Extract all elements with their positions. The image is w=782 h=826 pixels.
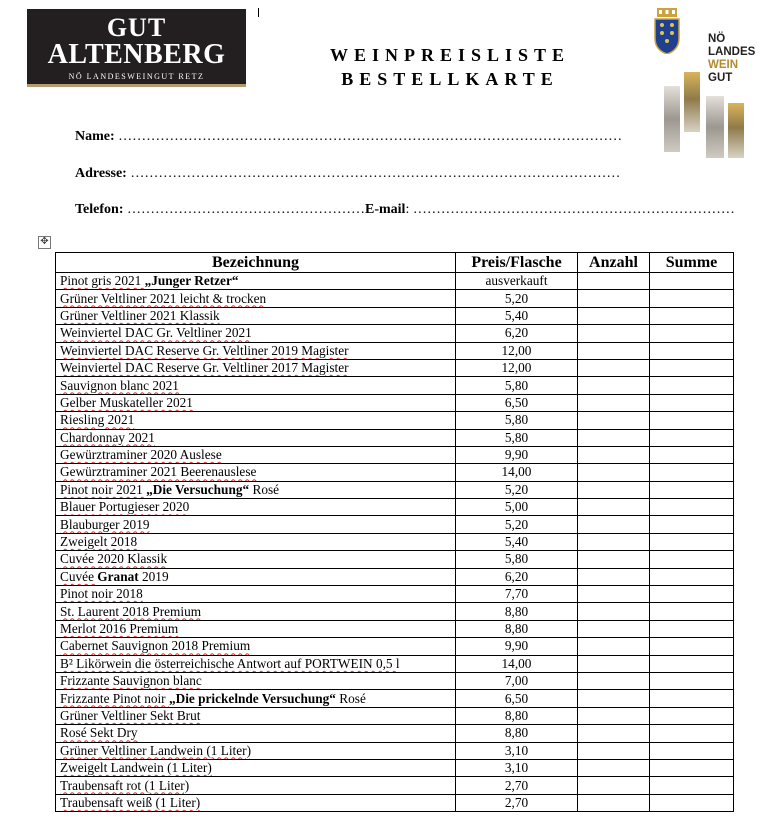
wine-name-cell bbox=[56, 742, 456, 759]
price-cell: 5,80 bbox=[456, 377, 578, 394]
table-row bbox=[56, 359, 734, 376]
email-label: E-mail bbox=[364, 202, 406, 217]
table-row bbox=[56, 325, 734, 342]
price-cell: 9,90 bbox=[456, 446, 578, 463]
table-row bbox=[56, 603, 734, 620]
wine-name: Frizzante Pinot noir bbox=[60, 690, 169, 706]
price-cell: 2,70 bbox=[456, 777, 578, 794]
wine-name: Frizzante Sauvignon blanc bbox=[60, 673, 202, 689]
logo-strip bbox=[728, 103, 744, 158]
name-field[interactable] bbox=[75, 129, 622, 145]
price-cell: 5,20 bbox=[456, 481, 578, 498]
wine-name-cell bbox=[56, 359, 456, 376]
header-bezeichnung: Bezeichnung bbox=[56, 253, 456, 273]
table-row bbox=[56, 794, 734, 811]
table-row bbox=[56, 499, 734, 516]
price-cell: 5,80 bbox=[456, 551, 578, 568]
wine-name: St. Laurent 2018 Premium bbox=[60, 603, 202, 619]
text-cursor bbox=[258, 8, 259, 17]
table-row bbox=[56, 290, 734, 307]
name-line: ……………………………………………………………………………………………… bbox=[118, 129, 623, 144]
quantity-cell[interactable] bbox=[578, 690, 650, 707]
quantity-cell[interactable] bbox=[578, 446, 650, 463]
price-cell: 6,50 bbox=[456, 394, 578, 411]
price-cell: 14,00 bbox=[456, 464, 578, 481]
table-header-row bbox=[56, 253, 734, 273]
wine-name-cell bbox=[56, 342, 456, 359]
wine-name-cell bbox=[56, 516, 456, 533]
email-colon: : bbox=[405, 202, 410, 217]
wine-name-cell bbox=[56, 377, 456, 394]
wine-name: Blauburger 2019 bbox=[60, 516, 150, 532]
wine-name: Zweigelt 2018 bbox=[60, 534, 138, 550]
header-anzahl: Anzahl bbox=[578, 253, 650, 273]
quantity-cell[interactable] bbox=[578, 359, 650, 376]
wine-name-bold: Granat bbox=[97, 568, 139, 584]
sum-cell[interactable] bbox=[650, 273, 734, 290]
wine-name: Gewürztraminer 2021 Beerenauslese bbox=[60, 464, 257, 480]
wine-name-cell bbox=[56, 586, 456, 603]
address-line: …………………………………………………………………………………………… bbox=[130, 166, 621, 181]
sum-cell[interactable] bbox=[650, 359, 734, 376]
right-logo-text bbox=[708, 33, 755, 85]
table-row bbox=[56, 516, 734, 533]
sum-cell[interactable] bbox=[650, 342, 734, 359]
table-row bbox=[56, 307, 734, 324]
wine-name-cell bbox=[56, 412, 456, 429]
wine-name-cell bbox=[56, 499, 456, 516]
wine-name: B² Likörwein die österreichische Antwort auf PORTWEIN 0,5 l bbox=[60, 655, 400, 671]
wine-name-suffix: Rosé bbox=[335, 690, 366, 706]
quantity-cell[interactable] bbox=[578, 429, 650, 446]
wine-name-cell bbox=[56, 690, 456, 707]
wine-name-suffix: Rosé bbox=[249, 481, 280, 497]
wine-name-suffix: 2019 bbox=[138, 568, 169, 584]
quantity-cell[interactable] bbox=[578, 412, 650, 429]
table-row bbox=[56, 533, 734, 550]
sum-cell[interactable] bbox=[650, 464, 734, 481]
sum-cell[interactable] bbox=[650, 429, 734, 446]
table-row bbox=[56, 742, 734, 759]
price-cell: 7,00 bbox=[456, 672, 578, 689]
wine-name-cell bbox=[56, 429, 456, 446]
right-logo-line-4: GUT bbox=[708, 72, 733, 84]
logo-strip bbox=[684, 72, 700, 132]
price-cell: 6,20 bbox=[456, 568, 578, 585]
price-cell: 6,50 bbox=[456, 690, 578, 707]
price-cell: 9,90 bbox=[456, 638, 578, 655]
crest-icon bbox=[654, 8, 680, 54]
address-label: Adresse: bbox=[75, 166, 127, 181]
price-table bbox=[55, 252, 734, 812]
price-cell: 5,40 bbox=[456, 533, 578, 550]
wine-name: Chardonnay 2021 bbox=[60, 429, 155, 445]
wine-name: Grüner Veltliner Landwein (1 Liter) bbox=[60, 742, 252, 758]
quantity-cell[interactable] bbox=[578, 516, 650, 533]
wine-name-cell bbox=[56, 777, 456, 794]
quantity-cell[interactable] bbox=[578, 794, 650, 811]
price-cell: 5,20 bbox=[456, 516, 578, 533]
wine-name: Rosé Sekt Dry bbox=[60, 725, 138, 741]
phone-email-field[interactable] bbox=[75, 202, 735, 218]
wine-name: Traubensaft rot (1 Liter) bbox=[60, 777, 190, 793]
table-row bbox=[56, 777, 734, 794]
table-row bbox=[56, 481, 734, 498]
wine-name-cell bbox=[56, 672, 456, 689]
quantity-cell[interactable] bbox=[578, 620, 650, 637]
wine-name: Pinot noir 2021 bbox=[60, 481, 147, 497]
sum-cell[interactable] bbox=[650, 586, 734, 603]
quantity-cell[interactable] bbox=[578, 707, 650, 724]
sum-cell[interactable] bbox=[650, 307, 734, 324]
name-label: Name: bbox=[75, 129, 115, 144]
sum-cell[interactable] bbox=[650, 777, 734, 794]
wine-name: Weinviertel DAC Reserve Gr. Veltliner 2019 Magister bbox=[60, 342, 349, 358]
table-move-handle-icon[interactable]: ✥ bbox=[38, 236, 51, 249]
wine-name-cell bbox=[56, 603, 456, 620]
gut-altenberg-logo bbox=[27, 9, 246, 87]
wine-name: Merlot 2016 Premium bbox=[60, 621, 179, 636]
sum-cell[interactable] bbox=[650, 655, 734, 672]
quantity-cell[interactable] bbox=[578, 655, 650, 672]
table-row bbox=[56, 638, 734, 655]
title-line-1: WEINPREISLISTE bbox=[329, 45, 571, 65]
quantity-cell[interactable] bbox=[578, 325, 650, 342]
table-row bbox=[56, 586, 734, 603]
sum-cell[interactable] bbox=[650, 568, 734, 585]
quantity-cell[interactable] bbox=[578, 307, 650, 324]
wine-name: Grüner Veltliner 2021 Klassik bbox=[60, 307, 220, 323]
table-row bbox=[56, 377, 734, 394]
wine-name: Zweigelt Landwein (1 Liter) bbox=[60, 760, 212, 776]
noe-landesweingut-logo bbox=[650, 8, 765, 158]
table-row bbox=[56, 759, 734, 776]
sum-cell[interactable] bbox=[650, 481, 734, 498]
address-field[interactable] bbox=[75, 166, 620, 182]
wine-name: Riesling 2021 bbox=[60, 412, 135, 428]
table-row bbox=[56, 429, 734, 446]
right-logo-line-1: NÖ bbox=[708, 33, 726, 45]
price-cell: 3,10 bbox=[456, 742, 578, 759]
price-cell: 8,80 bbox=[456, 725, 578, 742]
header-preis: Preis/Flasche bbox=[456, 253, 578, 273]
quantity-cell[interactable] bbox=[578, 759, 650, 776]
logo-strip bbox=[664, 86, 680, 152]
price-cell: 7,70 bbox=[456, 586, 578, 603]
quantity-cell[interactable] bbox=[578, 777, 650, 794]
table-row bbox=[56, 394, 734, 411]
sum-cell[interactable] bbox=[650, 759, 734, 776]
table-row bbox=[56, 725, 734, 742]
table-row bbox=[56, 464, 734, 481]
price-cell: 5,00 bbox=[456, 499, 578, 516]
price-cell: 5,80 bbox=[456, 429, 578, 446]
table-row bbox=[56, 446, 734, 463]
sum-cell[interactable] bbox=[650, 533, 734, 550]
sum-cell[interactable] bbox=[650, 377, 734, 394]
quantity-cell[interactable] bbox=[578, 499, 650, 516]
wine-name-bold: „Die prickelnde Versuchung“ bbox=[168, 690, 336, 706]
table-row bbox=[56, 690, 734, 707]
wine-name: Sauvignon blanc 2021 bbox=[60, 377, 179, 393]
wine-name-bold: „Junger Retzer“ bbox=[144, 273, 239, 289]
price-cell: 8,80 bbox=[456, 603, 578, 620]
table-row bbox=[56, 707, 734, 724]
wine-name: Pinot noir 2018 bbox=[60, 586, 143, 602]
table-row bbox=[56, 551, 734, 568]
wine-name: Cuvée 2020 Klassik bbox=[60, 551, 168, 567]
quantity-cell[interactable] bbox=[578, 290, 650, 307]
price-cell: 3,10 bbox=[456, 759, 578, 776]
wine-name-cell bbox=[56, 638, 456, 655]
quantity-cell[interactable] bbox=[578, 377, 650, 394]
table-row bbox=[56, 342, 734, 359]
price-cell: 5,40 bbox=[456, 307, 578, 324]
wine-name: Gewürztraminer 2020 Auslese bbox=[60, 447, 222, 463]
sum-cell[interactable] bbox=[650, 290, 734, 307]
quantity-cell[interactable] bbox=[578, 638, 650, 655]
price-cell: 12,00 bbox=[456, 359, 578, 376]
wine-name: Cabernet Sauvignon 2018 Premium bbox=[60, 638, 251, 654]
sum-cell[interactable] bbox=[650, 672, 734, 689]
wine-name-cell bbox=[56, 725, 456, 742]
price-cell: 8,80 bbox=[456, 707, 578, 724]
wine-name-cell bbox=[56, 325, 456, 342]
quantity-cell[interactable] bbox=[578, 603, 650, 620]
sum-cell[interactable] bbox=[650, 620, 734, 637]
phone-label: Telefon: bbox=[75, 202, 124, 217]
sum-cell[interactable] bbox=[650, 516, 734, 533]
sum-cell[interactable] bbox=[650, 725, 734, 742]
wine-name-cell bbox=[56, 794, 456, 811]
sum-cell[interactable] bbox=[650, 412, 734, 429]
wine-name: Grüner Veltliner Sekt Brut bbox=[60, 707, 201, 723]
logo-line-2: ALTENBERG bbox=[47, 39, 226, 70]
quantity-cell[interactable] bbox=[578, 481, 650, 498]
wine-name-cell bbox=[56, 620, 456, 637]
page-title bbox=[290, 43, 610, 91]
sum-cell[interactable] bbox=[650, 638, 734, 655]
right-logo-line-2: LANDES bbox=[708, 46, 756, 58]
wine-name-cell bbox=[56, 446, 456, 463]
sum-cell[interactable] bbox=[650, 690, 734, 707]
price-cell: 5,20 bbox=[456, 290, 578, 307]
sum-cell[interactable] bbox=[650, 794, 734, 811]
sum-cell[interactable] bbox=[650, 603, 734, 620]
table-row bbox=[56, 412, 734, 429]
quantity-cell[interactable] bbox=[578, 464, 650, 481]
wine-name: Blauer Portugieser 2020 bbox=[60, 499, 190, 515]
table-row bbox=[56, 620, 734, 637]
wine-name: Traubensaft weiß (1 Liter) bbox=[60, 794, 201, 810]
table-row bbox=[56, 273, 734, 290]
sum-cell[interactable] bbox=[650, 325, 734, 342]
sum-cell[interactable] bbox=[650, 551, 734, 568]
wine-name-cell bbox=[56, 394, 456, 411]
logo-line-1: GUT bbox=[106, 13, 167, 42]
header-summe: Summe bbox=[650, 253, 734, 273]
title-line-2: BESTELLKARTE bbox=[341, 69, 559, 89]
price-cell: 5,80 bbox=[456, 412, 578, 429]
wine-name-cell bbox=[56, 759, 456, 776]
price-cell: 6,20 bbox=[456, 325, 578, 342]
quantity-cell[interactable] bbox=[578, 394, 650, 411]
right-logo-line-3: WEIN bbox=[708, 59, 739, 71]
wine-name-cell bbox=[56, 464, 456, 481]
wine-name-cell bbox=[56, 481, 456, 498]
price-cell: 2,70 bbox=[456, 794, 578, 811]
table-row bbox=[56, 655, 734, 672]
sum-cell[interactable] bbox=[650, 499, 734, 516]
quantity-cell[interactable] bbox=[578, 586, 650, 603]
table-row bbox=[56, 568, 734, 585]
wine-name-cell bbox=[56, 551, 456, 568]
sum-cell[interactable] bbox=[650, 446, 734, 463]
wine-name-bold: „Die Versuchung“ bbox=[146, 481, 250, 497]
quantity-cell[interactable] bbox=[578, 273, 650, 290]
wine-name: Grüner Veltliner 2021 leicht & trocken bbox=[60, 290, 267, 306]
quantity-cell[interactable] bbox=[578, 568, 650, 585]
wine-name-cell bbox=[56, 307, 456, 324]
quantity-cell[interactable] bbox=[578, 533, 650, 550]
quantity-cell[interactable] bbox=[578, 742, 650, 759]
wine-name-cell bbox=[56, 655, 456, 672]
logo-line-3: NÖ LANDESWEINGUT RETZ bbox=[68, 72, 205, 81]
wine-name-cell bbox=[56, 533, 456, 550]
wine-name-cell bbox=[56, 568, 456, 585]
wine-name: Weinviertel DAC Reserve Gr. Veltliner 2017 Magister bbox=[60, 360, 349, 376]
wine-name: Cuvée bbox=[60, 568, 98, 584]
sum-cell[interactable] bbox=[650, 707, 734, 724]
table-row bbox=[56, 672, 734, 689]
wine-name-cell bbox=[56, 707, 456, 724]
price-cell: 8,80 bbox=[456, 620, 578, 637]
phone-line: …………………………………………… bbox=[126, 202, 365, 217]
wine-name-cell bbox=[56, 290, 456, 307]
sum-cell[interactable] bbox=[650, 394, 734, 411]
wine-name: Weinviertel DAC Gr. Veltliner 2021 bbox=[60, 325, 252, 341]
quantity-cell[interactable] bbox=[578, 551, 650, 568]
email-line: …………………………………………………………… bbox=[409, 202, 735, 217]
quantity-cell[interactable] bbox=[578, 672, 650, 689]
wine-name-cell bbox=[56, 273, 456, 290]
sum-cell[interactable] bbox=[650, 742, 734, 759]
price-cell: ausverkauft bbox=[456, 273, 578, 290]
quantity-cell[interactable] bbox=[578, 342, 650, 359]
logo-strip bbox=[706, 96, 724, 158]
price-cell: 12,00 bbox=[456, 342, 578, 359]
wine-name: Gelber Muskateller 2021 bbox=[60, 394, 193, 410]
quantity-cell[interactable] bbox=[578, 725, 650, 742]
price-cell: 14,00 bbox=[456, 655, 578, 672]
wine-name: Pinot gris 2021 bbox=[60, 273, 145, 289]
